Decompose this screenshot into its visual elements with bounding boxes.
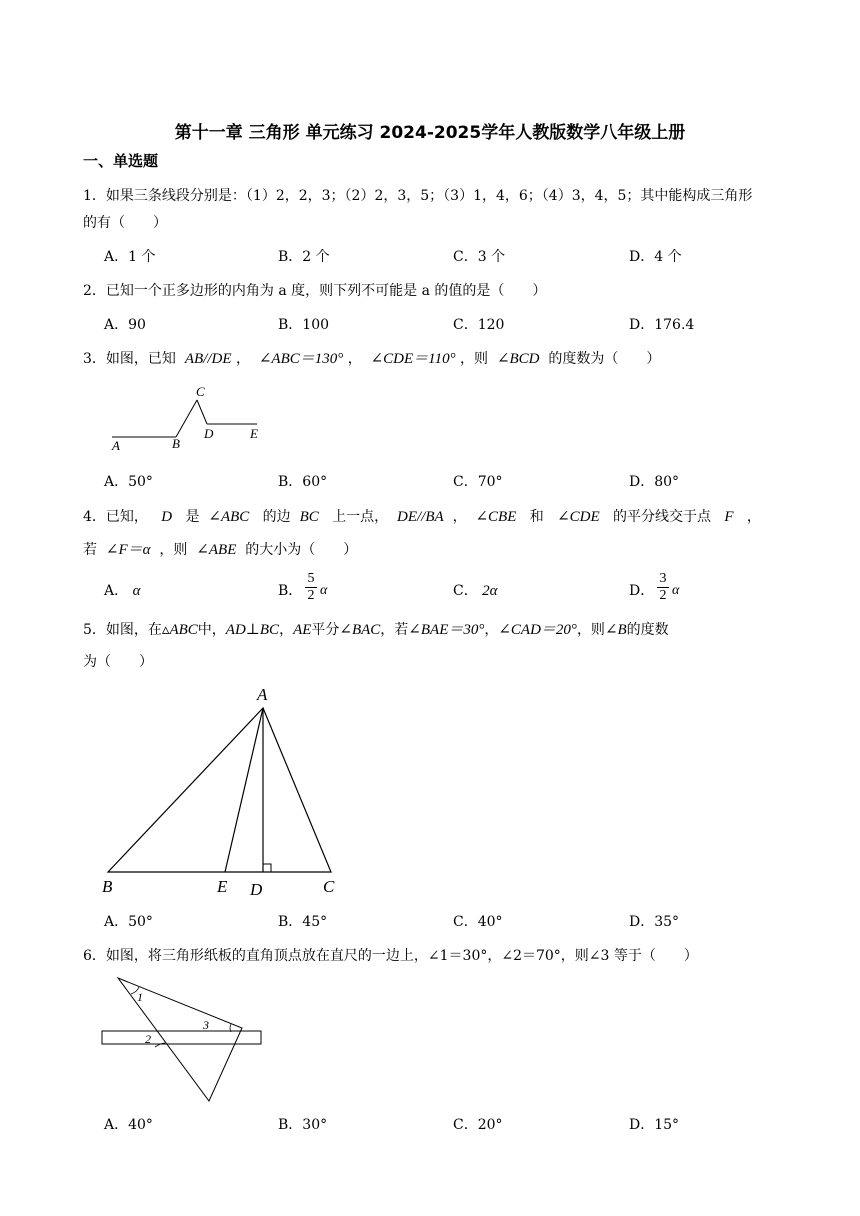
q6-text: 6．如图，将三角形纸板的直角顶点放在直尺的一边上，∠1＝30°，∠2＝70°，则∠3 等于（ ）	[83, 948, 698, 964]
q5-line-ae	[225, 708, 263, 872]
q4-p3: 的边	[262, 509, 291, 525]
q4-l2a: 若	[83, 542, 97, 558]
q4-option-b-var: α	[320, 583, 328, 598]
q4-p2: 是	[185, 509, 200, 525]
q4-p8: ，	[746, 509, 761, 525]
q5-triangle: ▵ABC	[161, 622, 198, 638]
q4-l2b: ，则	[159, 542, 188, 558]
q3-option-d[interactable]: D．80°	[629, 474, 680, 490]
q2-option-c[interactable]: C．120	[453, 317, 505, 333]
q5-right-angle-mark	[263, 864, 271, 872]
q4-option-b[interactable]	[278, 581, 302, 601]
q4-angle-cbe: ∠CBE	[475, 509, 517, 525]
q4-l2c: 的大小为（ ）	[245, 542, 358, 558]
q2-option-a[interactable]: A．90	[104, 317, 146, 333]
q3-text	[83, 349, 660, 369]
q3-option-c[interactable]: C．70°	[453, 474, 503, 490]
q5-triangle-abc	[108, 708, 331, 872]
q4-option-d-denominator: 2	[659, 588, 667, 603]
q4-option-c-value: 2α	[482, 583, 498, 599]
q6-option-c[interactable]: C．20°	[453, 1117, 503, 1133]
q5-p6: ，	[484, 622, 499, 638]
section-heading: 一、单选题	[83, 152, 159, 170]
q3-mid: ，则	[460, 351, 489, 367]
q5-angle-cad: ∠CAD＝20°	[498, 622, 577, 638]
q1-option-d[interactable]: D．4 个	[629, 249, 682, 265]
q5-p1: 5．如图，在	[83, 622, 162, 638]
q4-angle-abc: ∠ABC	[208, 509, 250, 525]
q6-option-d[interactable]: D．15°	[629, 1117, 680, 1133]
q4-option-c[interactable]	[453, 581, 498, 601]
q2-option-d[interactable]: D．176.4	[629, 317, 695, 333]
q6-label-3: 3	[203, 1018, 209, 1032]
q4-point-d: D	[161, 509, 173, 525]
q3-cond-angle-bcd: ∠BCD	[496, 351, 540, 367]
q4-option-b-denominator: 2	[307, 588, 315, 603]
q3-pre: 3．如图，已知	[83, 351, 176, 367]
q5-label-e: E	[217, 877, 228, 896]
q1-option-b[interactable]: B．2 个	[278, 249, 330, 265]
q4-p7: 的平分线交于点	[613, 509, 712, 525]
q5-perpendicular: AD⊥BC	[225, 622, 280, 638]
q5-p8: 的度数	[626, 622, 669, 638]
q3-label-c: C	[196, 384, 205, 399]
q4-p1: 4．已知，	[83, 509, 148, 525]
q4-option-a-value: α	[132, 583, 141, 599]
q4-p4: 上一点，	[332, 509, 389, 525]
q4-p5: ，	[452, 509, 467, 525]
q3-cond-angle-cde: ∠CDE＝110°	[370, 351, 456, 367]
q5-text-line2: 为（ ）	[83, 654, 153, 670]
q5-option-a[interactable]: A．50°	[104, 914, 153, 930]
q4-text-line1	[83, 507, 761, 527]
q5-angle-b: ∠B	[604, 622, 627, 638]
page-title: 第十一章 三角形 单元练习 2024-2025学年人教版数学八年级上册	[174, 123, 686, 143]
q3-option-b[interactable]: B．60°	[278, 474, 328, 490]
q4-angle-f: ∠F＝α	[105, 542, 151, 558]
q1-text-line1: 1．如果三条线段分别是：（1）2，2，3；（2）2，3，5；（3）1，4，6；（4）3，4，5；其中能构成三角形	[83, 188, 753, 204]
q3-line-bc	[176, 400, 197, 437]
q4-option-d-fraction	[655, 571, 671, 604]
q4-p6: 和	[529, 509, 544, 525]
q5-label-a: A	[257, 685, 268, 704]
q5-p2: 中，	[197, 622, 226, 638]
q4-option-a-label: A．	[104, 583, 129, 599]
q3-line-cd	[197, 400, 207, 424]
q4-option-a[interactable]	[104, 581, 140, 601]
q2-option-b[interactable]: B．100	[278, 317, 330, 333]
q5-p4: 平分	[311, 622, 340, 638]
q5-label-b: B	[102, 877, 113, 896]
q6-figure	[95, 970, 275, 1110]
q3-sep1: ，	[235, 351, 250, 367]
q6-option-a[interactable]: A．40°	[104, 1117, 153, 1133]
q5-label-c: C	[323, 877, 335, 896]
q4-option-c-label: C．	[453, 583, 478, 599]
q4-option-d-var: α	[672, 583, 680, 598]
q3-label-a: A	[112, 438, 120, 453]
q5-figure	[95, 680, 355, 900]
q5-label-d: D	[250, 880, 263, 899]
q4-option-d-label: D．	[629, 583, 655, 599]
q3-label-e: E	[250, 426, 258, 441]
q3-option-a[interactable]: A．50°	[104, 474, 153, 490]
q4-text-line2	[83, 540, 357, 560]
q4-angle-abe: ∠ABE	[196, 542, 237, 558]
q5-option-b[interactable]: B．45°	[278, 914, 328, 930]
q5-angle-bae: ∠BAE＝30°	[408, 622, 485, 638]
q3-label-b: B	[172, 436, 180, 451]
q1-option-c[interactable]: C．3 个	[453, 249, 506, 265]
q5-p3: ，	[279, 622, 294, 638]
q3-cond-parallel: AB//DE	[184, 351, 232, 367]
q4-option-b-label: B．	[278, 583, 303, 599]
q6-label-2: 2	[145, 1032, 151, 1046]
q4-parallel: DE//BA	[397, 509, 444, 525]
q5-option-c[interactable]: C．40°	[453, 914, 503, 930]
q6-label-1: 1	[137, 990, 143, 1004]
q5-p5: ，若	[380, 622, 409, 638]
q5-angle-bac: ∠BAC	[339, 622, 381, 638]
q6-option-b[interactable]: B．30°	[278, 1117, 328, 1133]
q1-text-line2: 的有（ ）	[83, 215, 167, 231]
q1-option-a[interactable]: A．1 个	[104, 249, 156, 265]
q3-cond-angle-abc: ∠ABC＝130°	[258, 351, 344, 367]
q4-point-f: F	[724, 509, 734, 525]
q4-option-b-fraction	[303, 571, 319, 604]
q4-side-bc: BC	[299, 509, 319, 525]
q4-option-b-numerator: 5	[307, 571, 315, 586]
q4-option-d-numerator: 3	[659, 571, 667, 586]
q5-segment-ae: AE	[293, 622, 312, 638]
q3-label-d: D	[204, 426, 214, 441]
q3-figure	[100, 380, 270, 455]
q5-text-line1	[83, 620, 669, 640]
q3-sep2: ，	[347, 351, 362, 367]
q4-option-d[interactable]	[629, 581, 654, 601]
q5-option-d[interactable]: D．35°	[629, 914, 680, 930]
q4-angle-cde: ∠CDE	[557, 509, 600, 525]
q2-text: 2．已知一个正多边形的内角为 a 度，则下列不可能是 a 的值的是（ ）	[83, 283, 547, 299]
q5-p7: ，则	[576, 622, 605, 638]
q3-post: 的度数为（ ）	[548, 351, 661, 367]
